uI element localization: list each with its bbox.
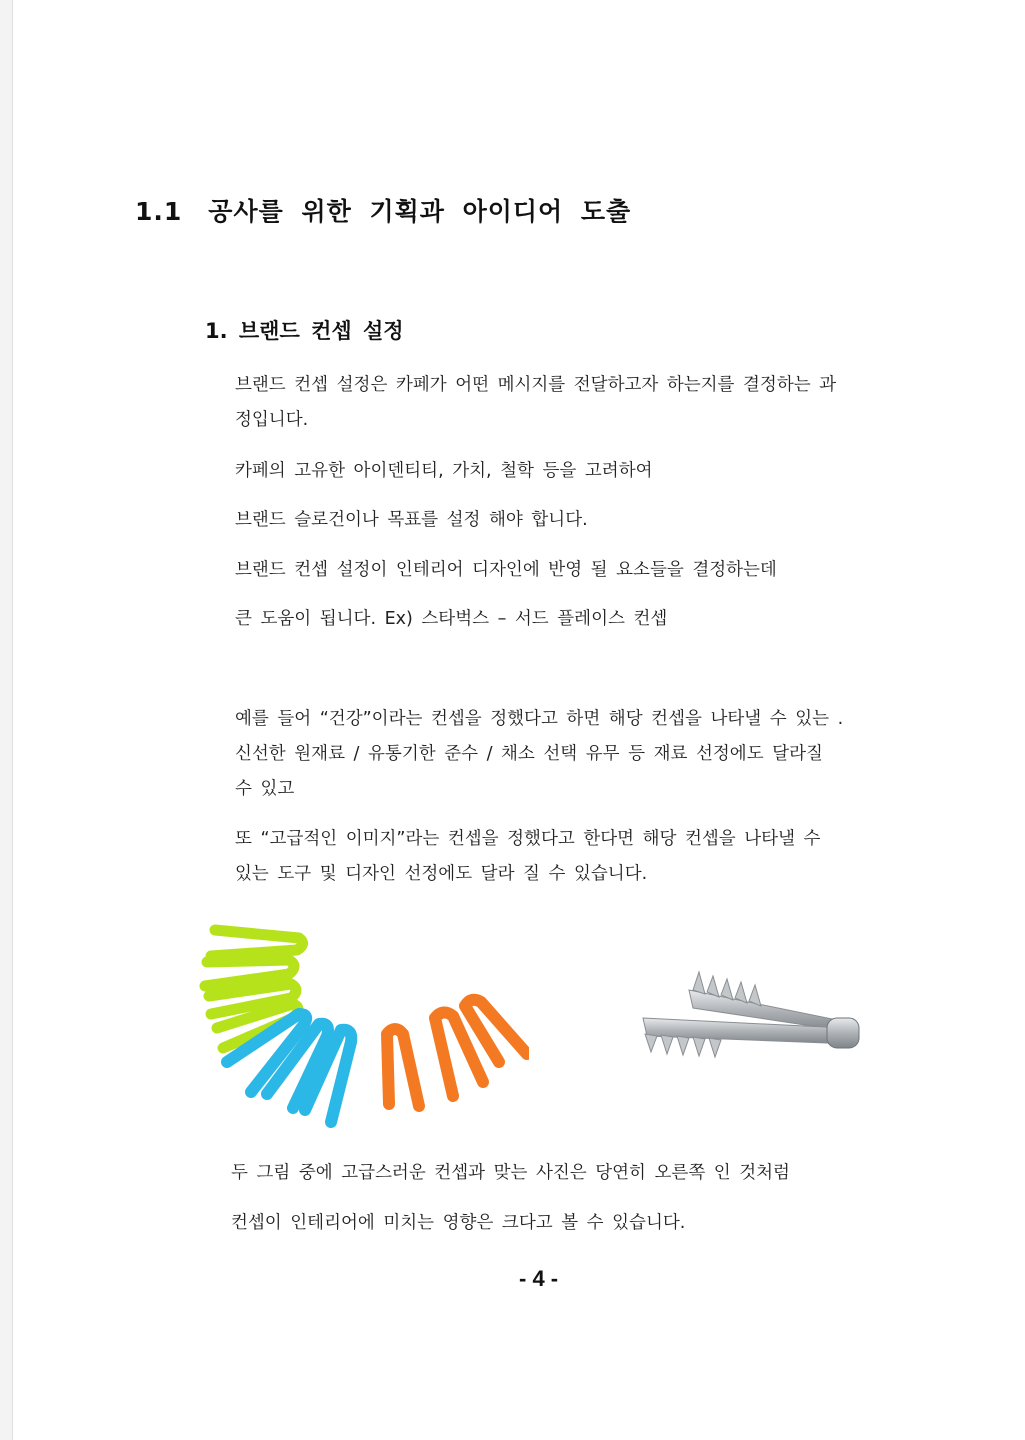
- colorful-plastic-tongs-image: [181, 910, 529, 1142]
- paragraph-conclusion: 컨셉이 인테리어에 미치는 영향은 크다고 볼 수 있습니다.: [231, 1213, 686, 1233]
- text-line: 신선한 원재료 / 유통기한 준수 / 채소 선택 유무 등 재료 선정에도 달라질: [235, 744, 823, 764]
- text-line: 예를 들어 “건강”이라는 컨셉을 정했다고 하면 해당 컨셉을 나타낼 수 있는 .: [235, 709, 844, 729]
- text-line: 또 “고급적인 이미지”라는 컨셉을 정했다고 한다면 해당 컨셉을 나타낼 수: [235, 829, 821, 849]
- paragraph-design-elements: 브랜드 컨셉 설정이 인테리어 디자인에 반영 될 요소들을 결정하는데: [235, 560, 777, 580]
- page-number: - 4 -: [519, 1266, 559, 1291]
- paragraph-slogan: 브랜드 슬로건이나 목표를 설정 해야 합니다.: [235, 510, 588, 530]
- document-page: [12, 0, 1025, 1440]
- text-line: 있는 도구 및 디자인 선정에도 달라 질 수 있습니다.: [235, 864, 648, 884]
- text-line: 브랜드 컨셉 설정은 카페가 어떤 메시지를 전달하고자 하는지를 결정하는 과: [235, 375, 837, 395]
- text-line: 정입니다.: [235, 410, 309, 430]
- section-title-text: 공사를 위한 기획과 아이디어 도출: [208, 197, 632, 226]
- steel-tongs-illustration: [621, 960, 871, 1070]
- text-line: 수 있고: [235, 779, 295, 799]
- section-heading: [135, 192, 631, 228]
- colorful-tongs-illustration: [181, 910, 529, 1142]
- paragraph-identity: 카페의 고유한 아이덴티티, 가치, 철학 등을 고려하여: [235, 461, 653, 481]
- paragraph-example: 큰 도움이 됩니다. Ex) 스타벅스 – 서드 플레이스 컨셉: [235, 609, 668, 629]
- paragraph-brand-concept-definition: [235, 368, 836, 438]
- paragraph-health-example: [235, 702, 843, 807]
- paragraph-image-comparison: 두 그림 중에 고급스러운 컨셉과 맞는 사진은 당연히 오른쪽 인 것처럼: [231, 1163, 790, 1183]
- paragraph-premium-example: [235, 822, 820, 892]
- subsection-heading: 1. 브랜드 컨셉 설정: [205, 319, 404, 343]
- section-number: 1.1: [135, 197, 183, 226]
- stainless-steel-tongs-image: [621, 960, 871, 1070]
